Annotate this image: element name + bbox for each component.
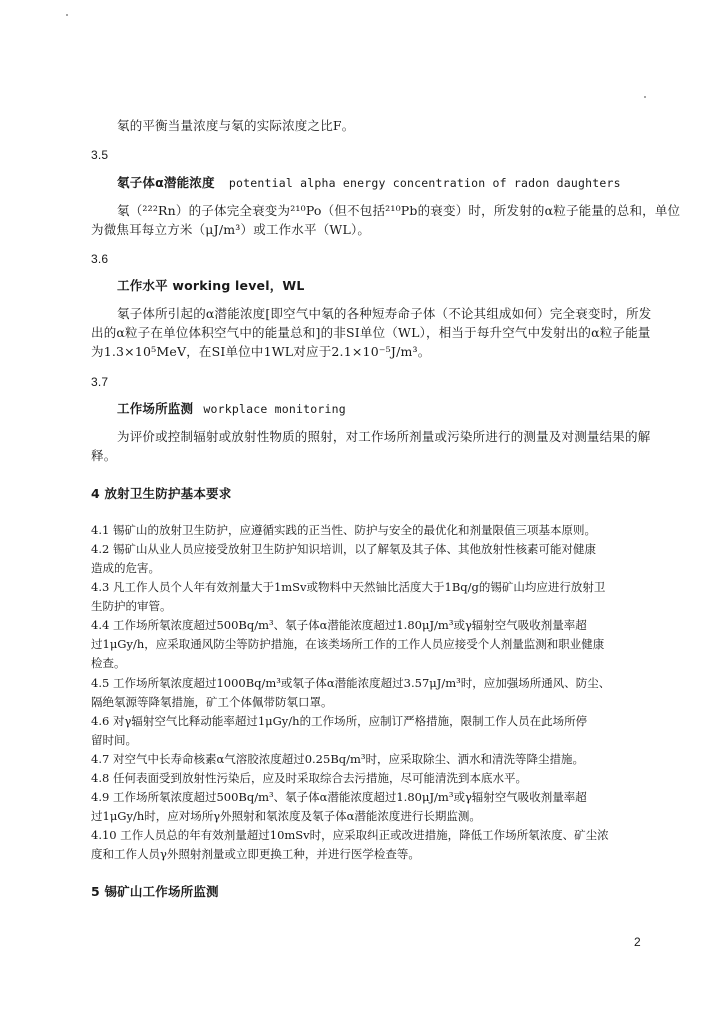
text-line: 氡（²²²Rn）的子体完全衰变为²¹⁰Po（但不包括²¹⁰Pb的衰变）时，所发射的α粒子能量的总和，单位 <box>117 203 681 218</box>
clause-line: 4.9 工作场所氡浓度超过500Bq/m³、氡子体α潜能浓度超过1.80μJ/m³或γ辐射空气吸收剂量率超 <box>91 790 587 804</box>
text-line: 出的α粒子在单位体积空气中的能量总和]的非SI单位（WL），相当于每升空气中发射出的α粒子能量 <box>91 325 651 340</box>
section-number: 3.7 <box>91 375 109 389</box>
clause-line: 4.3 凡工作人员个人年有效剂量大于1mSv或物料中天然铀比活度大于1Bq/g的锡矿山均应进行放射卫 <box>91 580 606 594</box>
scan-speck <box>66 14 68 16</box>
section-number: 3.6 <box>91 252 109 266</box>
clause-line: 4.8 任何表面受到放射性污染后，应及时采取综合去污措施，尽可能清洗到本底水平。 <box>91 771 527 785</box>
clause-line: 造成的危害。 <box>91 561 160 575</box>
clause-line: 留时间。 <box>91 733 137 747</box>
clause-line: 过1μGy/h，应采取通风防尘等防护措施，在该类场所工作的工作人员应接受个人剂量监测和职业健康 <box>91 637 605 651</box>
clause-line: 4.2 锡矿山从业人员应接受放射卫生防护知识培训，以了解氡及其子体、其他放射性核素可能对健康 <box>91 542 596 556</box>
clause-line: 生防护的审管。 <box>91 599 172 613</box>
clause-line: 4.7 对空气中长寿命核素α气溶胶浓度超过0.25Bq/m³时，应采取除尘、洒水和清洗等降尘措施。 <box>91 752 585 766</box>
text-line: 为1.3×10⁵MeV，在SI单位中1WL对应于2.1×10⁻⁵J/m³。 <box>91 344 431 359</box>
clause-line: 4.1 锡矿山的放射卫生防护，应遵循实践的正当性、防护与安全的最优化和剂量限值三项基本原则。 <box>91 523 596 537</box>
text-line: 氡子体所引起的α潜能浓度[即空气中氡的各种短寿命子体（不论其组成如何）完全衰变时，所发 <box>117 306 652 321</box>
clause-line: 4.5 工作场所氡浓度超过1000Bq/m³或氡子体α潜能浓度超过3.57μJ/m³时，应加强场所通风、防尘、 <box>91 676 611 690</box>
clause-line: 4.4 工作场所氡浓度超过500Bq/m³、氡子体α潜能浓度超过1.80μJ/m³或γ辐射空气吸收剂量率超 <box>91 618 587 632</box>
text-line: 氡的平衡当量浓度与氡的实际浓度之比F。 <box>117 118 355 133</box>
clause-line: 4.6 对γ辐射空气比释动能率超过1μGy/h的工作场所，应制订严格措施，限制工作人员在此场所停 <box>91 714 588 728</box>
clause-line: 度和工作人员γ外照射剂量或立即更换工种，并进行医学检查等。 <box>91 847 420 861</box>
scan-speck <box>644 96 646 98</box>
term-line <box>117 175 621 191</box>
term-chinese: 氡子体α潜能浓度 <box>117 175 215 190</box>
term-chinese: 工作场所监测 <box>117 401 194 416</box>
clause-line: 隔绝氡源等降氡措施，矿工个体佩带防氡口罩。 <box>91 695 333 709</box>
section-number: 3.5 <box>91 148 109 162</box>
clause-line: 过1μGy/h时，应对场所γ外照射和氡浓度及氡子体α潜能浓度进行长期监测。 <box>91 809 481 823</box>
chapter-heading: 4 放射卫生防护基本要求 <box>91 486 232 501</box>
text-line: 释。 <box>91 448 117 463</box>
term-line <box>117 401 346 417</box>
clause-line: 4.10 工作人员总的年有效剂量超过10mSv时，应采取纠正或改进措施，降低工作场所氡浓度、矿尘浓 <box>91 828 609 842</box>
text-line: 为评价或控制辐射或放射性物质的照射，对工作场所剂量或污染所进行的测量及对测量结果的解 <box>117 429 651 444</box>
term-english: potential alpha energy concentration of radon daughters <box>228 176 621 190</box>
text-line: 为微焦耳每立方米（μJ/m³）或工作水平（WL）。 <box>91 222 371 237</box>
page-number: 2 <box>634 935 641 949</box>
term-english: workplace monitoring <box>203 402 346 416</box>
chapter-heading: 5 锡矿山工作场所监测 <box>91 884 219 899</box>
clause-line: 检查。 <box>91 656 126 670</box>
term-line: 工作水平 working level，WL <box>117 278 305 293</box>
